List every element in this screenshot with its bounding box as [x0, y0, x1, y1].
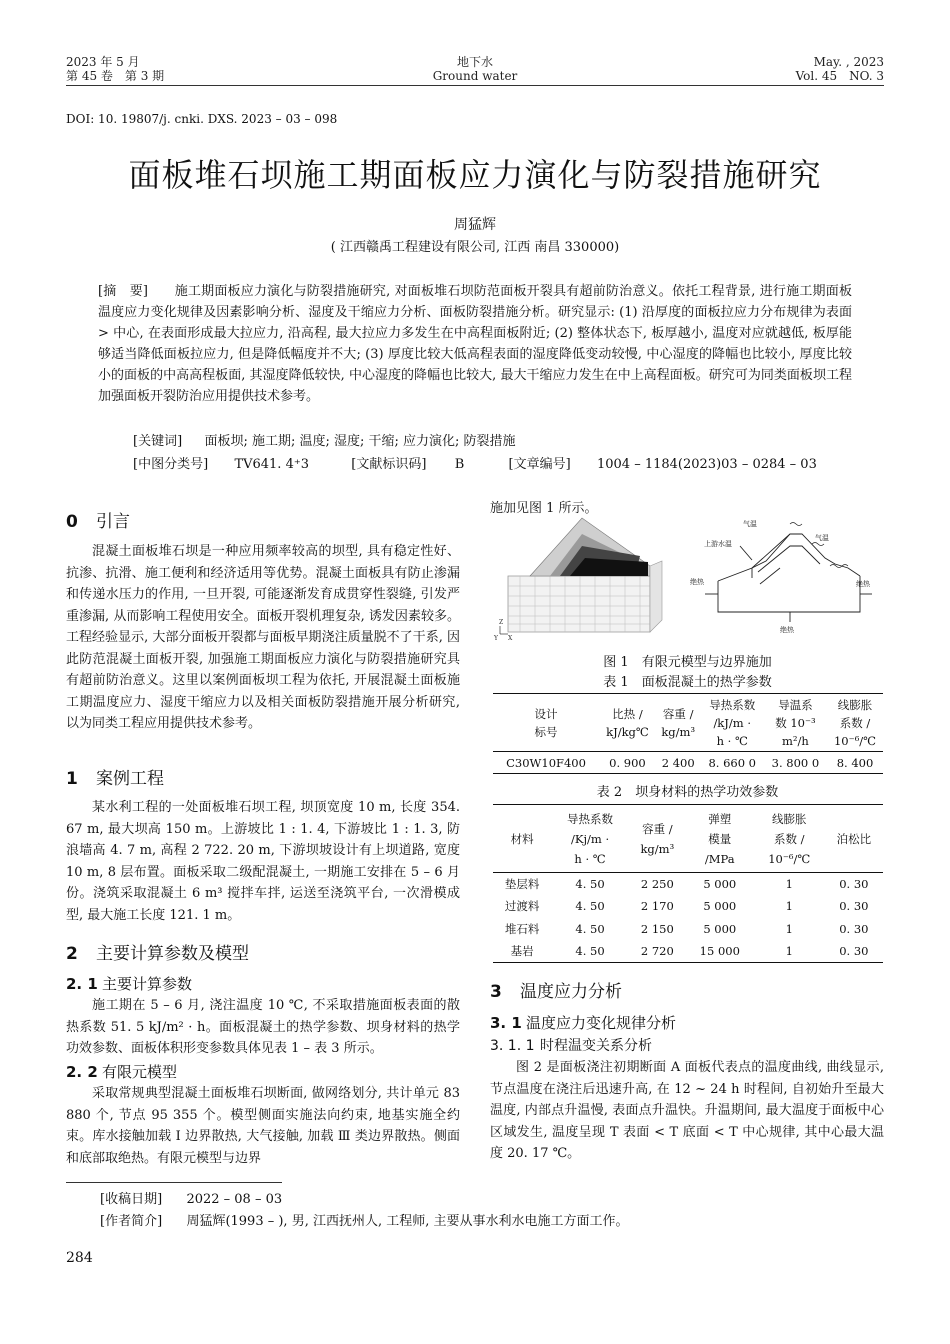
label-adiabatic-bottom: 绝热 — [780, 626, 794, 634]
section-2-1-heading — [66, 973, 192, 994]
t2-r0-c0: 垫层料 — [493, 873, 551, 896]
table-1-caption: 表 1 面板混凝土的热学参数 — [603, 675, 772, 690]
t1-h4-l2: m²/h — [782, 733, 809, 748]
abstract-label: [摘 要] — [98, 284, 148, 299]
t2-h2-l1: kg/m³ — [640, 841, 675, 856]
t2-h1-l0: 导热系数 — [567, 811, 614, 826]
t2-h4-l0: 线膨胀 — [772, 811, 807, 826]
t1-h1-l1: kJ/kg℃ — [606, 724, 649, 739]
t2-h0-l0: 材料 — [510, 831, 534, 846]
paper-title: 面板堆石坝施工期面板应力演化与防裂措施研究 — [128, 156, 822, 194]
section-0-heading — [66, 507, 130, 532]
header-journal-cn: 地下水 — [456, 55, 493, 69]
t2-r0-c2: 2 250 — [629, 873, 686, 896]
t2-r2-c5: 0. 30 — [839, 921, 869, 936]
t1-h3-l1: /kJ/m · — [713, 715, 751, 730]
t2-header-conductivity — [551, 805, 629, 873]
t2-r2-c4: 1 — [785, 921, 793, 936]
keywords — [133, 433, 516, 451]
t1-header-conductivity — [701, 694, 764, 752]
author-bio — [100, 1210, 629, 1229]
t2-h3-l2: /MPa — [704, 851, 735, 866]
label-air-temp: 气温 — [743, 520, 757, 528]
section-1-text: 某水利工程的一处面板堆石坝工程, 坝顶宽度 10 m, 长度 354. 67 m, 最大坝高 150 m。上游坡比 1 : 1. 4, 下游坡比 1 : 1. 3, 防浪墙高 4. 7 m, 高程 2 722. 20 m, 下游坝坡设计有上坝道路, 宽度 10 m, 8 层布置。面板采取二级配混凝土, 一期施工安排在 5 – 6 月份。浇筑采取混凝土 6 m³ 搅拌车拌, 运送至浇筑平台, 一次滑模成型, 最大施工长度 121. 1 m。 — [66, 800, 460, 923]
t1-h5-l2: 10⁻⁶/℃ — [833, 733, 877, 748]
t1-h1-l0: 比热 / — [612, 706, 643, 721]
t2-r1-c3: 5 000 — [703, 899, 737, 914]
doc-code-label: [文献标识码] — [351, 457, 427, 472]
t2-header-unit-weight — [629, 805, 686, 873]
affiliation: ( 江西赣禹工程建设有限公司, 江西 南昌 330000) — [330, 240, 620, 255]
doc-code-value: B — [454, 457, 465, 472]
t2-r2-c3: 5 000 — [703, 921, 737, 936]
received-date — [100, 1188, 282, 1207]
t1-r0-c5: 8. 400 — [827, 752, 883, 774]
section-2-1-number: 2. 1 — [66, 975, 98, 993]
t2-r1-c0: 过渡料 — [504, 899, 540, 914]
t2-h4-l1: 系数 / — [773, 831, 805, 846]
t1-r0-c2: 2 400 — [656, 752, 701, 774]
t1-r0-c0: C30W10F400 — [493, 752, 599, 774]
t1-header-grade — [493, 694, 599, 752]
table-row — [493, 918, 883, 941]
t2-r0-c1: 4. 50 — [551, 873, 629, 896]
table-1 — [493, 693, 883, 774]
header-journal-en: Ground water — [432, 69, 518, 83]
footnote-rule — [66, 1182, 282, 1183]
clc-label: [中图分类号] — [133, 457, 209, 472]
header-rule — [66, 85, 884, 86]
axis-z-label: Z — [499, 619, 504, 626]
section-1-heading — [66, 764, 164, 789]
page-number: 284 — [66, 1250, 93, 1266]
section-2-2-heading — [66, 1061, 177, 1082]
table-2 — [493, 804, 883, 963]
t2-header-modulus — [686, 805, 754, 873]
section-0-number: 0 — [66, 512, 78, 532]
section-3-1-heading — [490, 1012, 676, 1033]
classification — [133, 456, 817, 474]
section-3-title: 温度应力分析 — [520, 982, 622, 1002]
section-2-2-title: 有限元模型 — [102, 1063, 178, 1081]
t2-r0-c3: 5 000 — [686, 873, 754, 896]
header-volume-en: Vol. 45 NO. 3 — [795, 69, 884, 83]
keywords-text: 面板坝; 施工期; 温度; 湿度; 干缩; 应力演化; 防裂措施 — [204, 434, 516, 449]
t1-h0-l0: 设计 — [534, 706, 558, 721]
t2-r2-c2: 2 150 — [640, 921, 674, 936]
t1-h2-l0: 容重 / — [662, 706, 694, 721]
section-2-title: 主要计算参数及模型 — [96, 944, 249, 964]
received-value: 2022 – 08 – 03 — [186, 1192, 283, 1207]
t2-r3-c3: 15 000 — [686, 940, 754, 963]
t2-h3-l0: 弹塑 — [708, 811, 732, 826]
t1-header-expansion — [827, 694, 883, 752]
author-bio-label: [作者简介] — [100, 1214, 163, 1229]
boundary-condition-schematic — [705, 523, 872, 623]
article-number-value: 1004 – 1184(2023)03 – 0284 – 03 — [596, 457, 817, 472]
section-3-1-1-text: 图 2 是面板浇注初期断面 A 面板代表点的温度曲线, 曲线显示, 节点温度在浇注后迅速升高, 在 12 ~ 24 h 时程间, 自初始升至最大温度, 内部点升温慢, 表面点升温快。升温期间, 最大温度于面板中心区域发生, 温度呈现 T 表面 < T 底面 < T 中心规律, 其中心最大温度 20. 17 ℃。 — [490, 1060, 884, 1161]
t2-r3-c2: 2 720 — [629, 940, 686, 963]
section-2-2-text: 采取常规典型混凝土面板堆石坝断面, 做网络划分, 共计单元 83 880 个, 节点 95 355 个。模型侧面实施法向约束, 地基实施全约束。库水接触加载 Ⅰ 边界散热, 大气接触, 加载 Ⅲ 类边界散热。侧面和底部取绝热。有限元模型与边界 — [66, 1086, 460, 1166]
t2-header-expansion — [754, 805, 825, 873]
axis-y-label: Y — [494, 635, 498, 642]
table-row — [493, 873, 883, 896]
header-volume-cn: 第 45 卷 第 3 期 — [66, 69, 165, 83]
clc-value: TV641. 4⁺3 — [234, 457, 309, 472]
t1-header-specific-heat — [599, 694, 656, 752]
t2-h4-l2: 10⁻⁶/℃ — [768, 851, 811, 866]
t2-h5-l0: 泊松比 — [836, 831, 872, 846]
t1-header-unit-weight — [656, 694, 701, 752]
t2-h1-l1: /Kj/m · — [570, 831, 610, 846]
t1-h4-l0: 导温系 — [778, 697, 813, 712]
t2-r3-c4: 1 — [754, 940, 825, 963]
section-1-number: 1 — [66, 769, 78, 789]
t2-h2-l0: 容重 / — [642, 821, 673, 836]
header-date-cn: 2023 年 5 月 — [66, 55, 140, 69]
t1-h5-l1: 系数 / — [839, 715, 871, 730]
received-label: [收稿日期] — [100, 1192, 163, 1207]
t2-r3-c5: 0. 30 — [825, 940, 883, 963]
article-number-label: [文章编号] — [508, 457, 571, 472]
section-2-heading — [66, 939, 249, 964]
section-2-1-title: 主要计算参数 — [102, 975, 193, 993]
table-row — [493, 895, 883, 918]
section-0-title: 引言 — [96, 512, 130, 532]
section-3-1-1-heading — [490, 1035, 652, 1055]
section-3-1-1-number: 3. 1. 1 — [490, 1038, 535, 1054]
fem-mesh-model — [493, 518, 662, 642]
t2-r1-c5: 0. 30 — [839, 899, 869, 914]
t2-r1-c4: 1 — [785, 899, 793, 914]
t1-h3-l2: h · ℃ — [716, 733, 748, 748]
section-3-number: 3 — [490, 982, 502, 1002]
t1-h2-l1: kg/m³ — [661, 724, 696, 739]
abstract-text: 施工期面板应力演化与防裂措施研究, 对面板堆石坝防范面板开裂具有超前防治意义。依托工程背景, 进行施工期面板温度应力变化规律及因素影响分析、湿度及干缩应力分析、面板防裂措施分析。研究显示: (1) 沿厚度的面板拉应力分布规律为表面 > 中心, 在表面形成最大拉应力, 沿高程, 最大拉应力多发生在中高程面板附近; (2) 整体状态下, 板厚越小, 温度对应就越低, 板厚能够适当降低面板拉应力, 但是降低幅度并不大; (3) 厚度比较大低高程表面的湿度降低变动较慢, 中心湿度的降幅也比较小, 厚度比较小的面板的中高高程板面, 其湿度降低较快, 中心湿度的降幅也比较大, 最大干缩应力发生在中上高程面板。研究可为同类面板坝工程加强面板开裂防治应用提供技术参考。 — [98, 284, 852, 404]
t2-r3-c0: 基岩 — [493, 940, 551, 963]
t2-header-poisson — [825, 805, 883, 873]
section-3-1-number: 3. 1 — [490, 1014, 522, 1032]
t2-r0-c5: 0. 30 — [825, 873, 883, 896]
abstract — [98, 281, 852, 407]
table-row — [493, 940, 883, 963]
table-row — [493, 752, 883, 774]
t2-r1-c2: 2 170 — [640, 899, 674, 914]
t1-h3-l0: 导热系数 — [709, 697, 756, 712]
figure-1 — [490, 516, 885, 646]
t1-h4-l1: 数 10⁻³ — [775, 715, 816, 730]
section-2-number: 2 — [66, 944, 78, 964]
section-2-2-number: 2. 2 — [66, 1063, 98, 1081]
t2-h3-l1: 模量 — [708, 831, 732, 846]
t1-header-diffusivity — [764, 694, 827, 752]
header-date-en: May. , 2023 — [813, 55, 884, 69]
t1-h5-l0: 线膨胀 — [837, 697, 873, 712]
label-adiabatic-left: 绝热 — [690, 578, 704, 586]
label-upstream-water-temp: 上游水温 — [704, 540, 732, 548]
t2-r3-c1: 4. 50 — [551, 940, 629, 963]
t1-r0-c1: 0. 900 — [599, 752, 656, 774]
section-2-2-continued: 施加见图 1 所示。 — [490, 501, 598, 516]
label-air-temp-downstream: 气温 — [815, 534, 829, 542]
t1-r0-c4: 3. 800 0 — [764, 752, 827, 774]
t2-header-material — [493, 805, 551, 873]
section-3-1-1-title: 时程温变关系分析 — [540, 1038, 652, 1054]
label-adiabatic-right: 绝热 — [856, 580, 870, 588]
doi: DOI: 10. 19807/j. cnki. DXS. 2023 – 03 – 098 — [66, 112, 338, 126]
t2-r1-c1: 4. 50 — [575, 899, 605, 914]
section-1-title: 案例工程 — [96, 769, 164, 789]
author-bio-value: 周猛辉(1993 – ), 男, 江西抚州人, 工程师, 主要从事水利水电施工方面工作。 — [186, 1214, 629, 1229]
table-2-caption: 表 2 坝身材料的热学功效参数 — [596, 785, 779, 800]
axis-x-label: X — [508, 635, 513, 642]
t2-h1-l2: h · ℃ — [574, 851, 606, 866]
section-2-1-text: 施工期在 5 – 6 月, 浇注温度 10 ℃, 不采取措施面板表面的散热系数 51. 5 kJ/m² · h。面板混凝土的热学参数、坝身材料的热学功效参数、面板体积形变参数具体见表 1 – 表 3 所示。 — [66, 998, 460, 1056]
t2-r0-c4: 1 — [754, 873, 825, 896]
figure-1-caption: 图 1 有限元模型与边界施加 — [603, 655, 772, 670]
keywords-label: [关键词] — [133, 434, 183, 449]
t2-r2-c0: 堆石料 — [504, 921, 540, 936]
t1-h0-l1: 标号 — [534, 724, 558, 739]
section-3-heading — [490, 977, 622, 1002]
author: 周猛辉 — [454, 217, 496, 233]
section-3-1-title: 温度应力变化规律分析 — [526, 1014, 677, 1032]
t2-r2-c1: 4. 50 — [575, 921, 605, 936]
section-0-text: 混凝土面板堆石坝是一种应用频率较高的坝型, 具有稳定性好、抗渗、抗滑、施工便利和经济适用等优势。混凝土面板具有防止渗漏和传递水压力的作用, 一旦开裂, 可能逐渐发育成贯穿性裂缝, 引发严重渗漏, 从而影响工程使用安全。面板开裂机理复杂, 诱发因素较多。工程经验显示, 大部分面板开裂都与面板早期浇注质量脱不了干系, 因此防范混凝土面板开裂, 加强施工期面板应力演化与防裂措施研究具有超前防治意义。这里以案例面板坝工程为依托, 开展混凝土面板施工期温度应力、湿度干缩应力以及相关面板防裂措施开展分析研究, 以为同类工程应用提供技术参考。 — [66, 544, 460, 731]
t1-r0-c3: 8. 660 0 — [701, 752, 764, 774]
